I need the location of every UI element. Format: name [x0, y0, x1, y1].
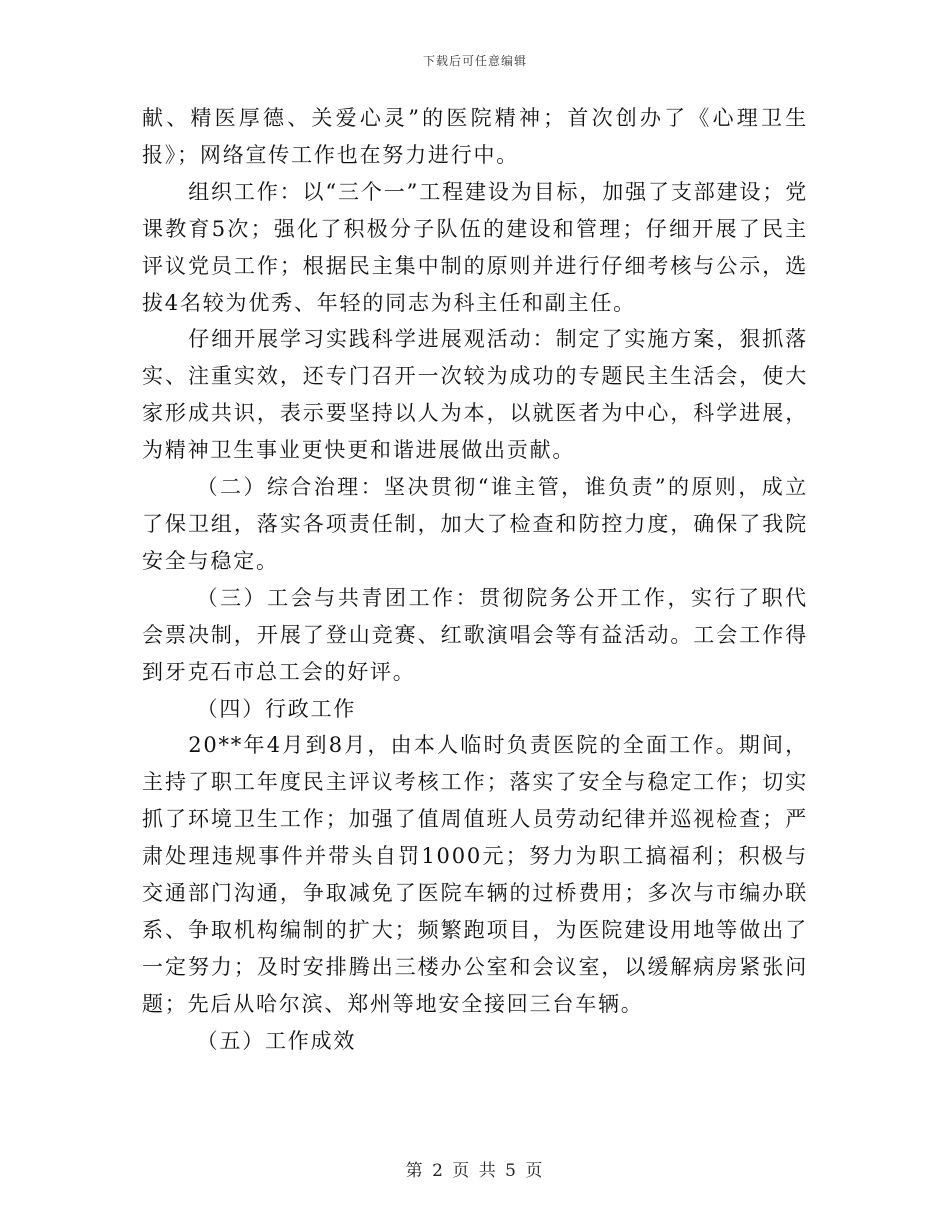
page-header: 下载后可任意编辑	[422, 54, 527, 68]
paragraph-organization: 组织工作：以“三个一”工程建设为目标，加强了支部建设；党课教育5次；强化了积极分子队伍的建设和管理；仔细开展了民主评议党员工作；根据民主集中制的原则并进行仔细考核与公示，选拔4名较为优秀、年轻的同志为科主任和副主任。	[142, 179, 808, 315]
paragraph-admin-work: 20**年4月到8月，由本人临时负责医院的全面工作。期间，主持了职工年度民主评议考核工作；落实了安全与稳定工作；切实抓了环境卫生工作；加强了值周值班人员劳动纪律并巡视检查；严肃处理违规事件并带头自罚1000元；努力为职工搞福利；积极与交通部门沟通，争取减免了医院车辆的过桥费用；多次与市编办联系、争取机构编制的扩大；频繁跑项目，为医院建设用地等做出了一定努力；及时安排腾出三楼办公室和会议室，以缓解病房紧张问题；先后从哈尔滨、郑州等地安全接回三台车辆。	[142, 733, 808, 1016]
paragraph-results-heading: （五）工作成效	[196, 1028, 357, 1053]
paragraph-admin-heading: （四）行政工作	[196, 696, 357, 721]
paragraph-study-practice: 仔细开展学习实践科学进展观活动：制定了实施方案，狠抓落实、注重实效，还专门召开一次较为成功的专题民主生活会，使大家形成共识，表示要坚持以人为本，以就医者为中心，科学进展，为精神卫生事业更快更和谐进展做出贡献。	[142, 327, 808, 463]
paragraph-comprehensive-governance: （二）综合治理：坚决贯彻“谁主管，谁负责”的原则，成立了保卫组，落实各项责任制，加大了检查和防控力度，确保了我院安全与稳定。	[142, 475, 808, 573]
page-number: 第 2 页 共 5 页	[405, 1161, 545, 1181]
paragraph-union-youth: （三）工会与共青团工作：贯彻院务公开工作，实行了职代会票决制，开展了登山竞赛、红歌演唱会等有益活动。工会工作得到牙克石市总工会的好评。	[142, 585, 808, 684]
paragraph-continuation: 献、精医厚德、关爱心灵”的医院精神；首次创办了《心理卫生报》；网络宣传工作也在努力进行中。	[142, 106, 808, 167]
document-body	[142, 100, 808, 1060]
